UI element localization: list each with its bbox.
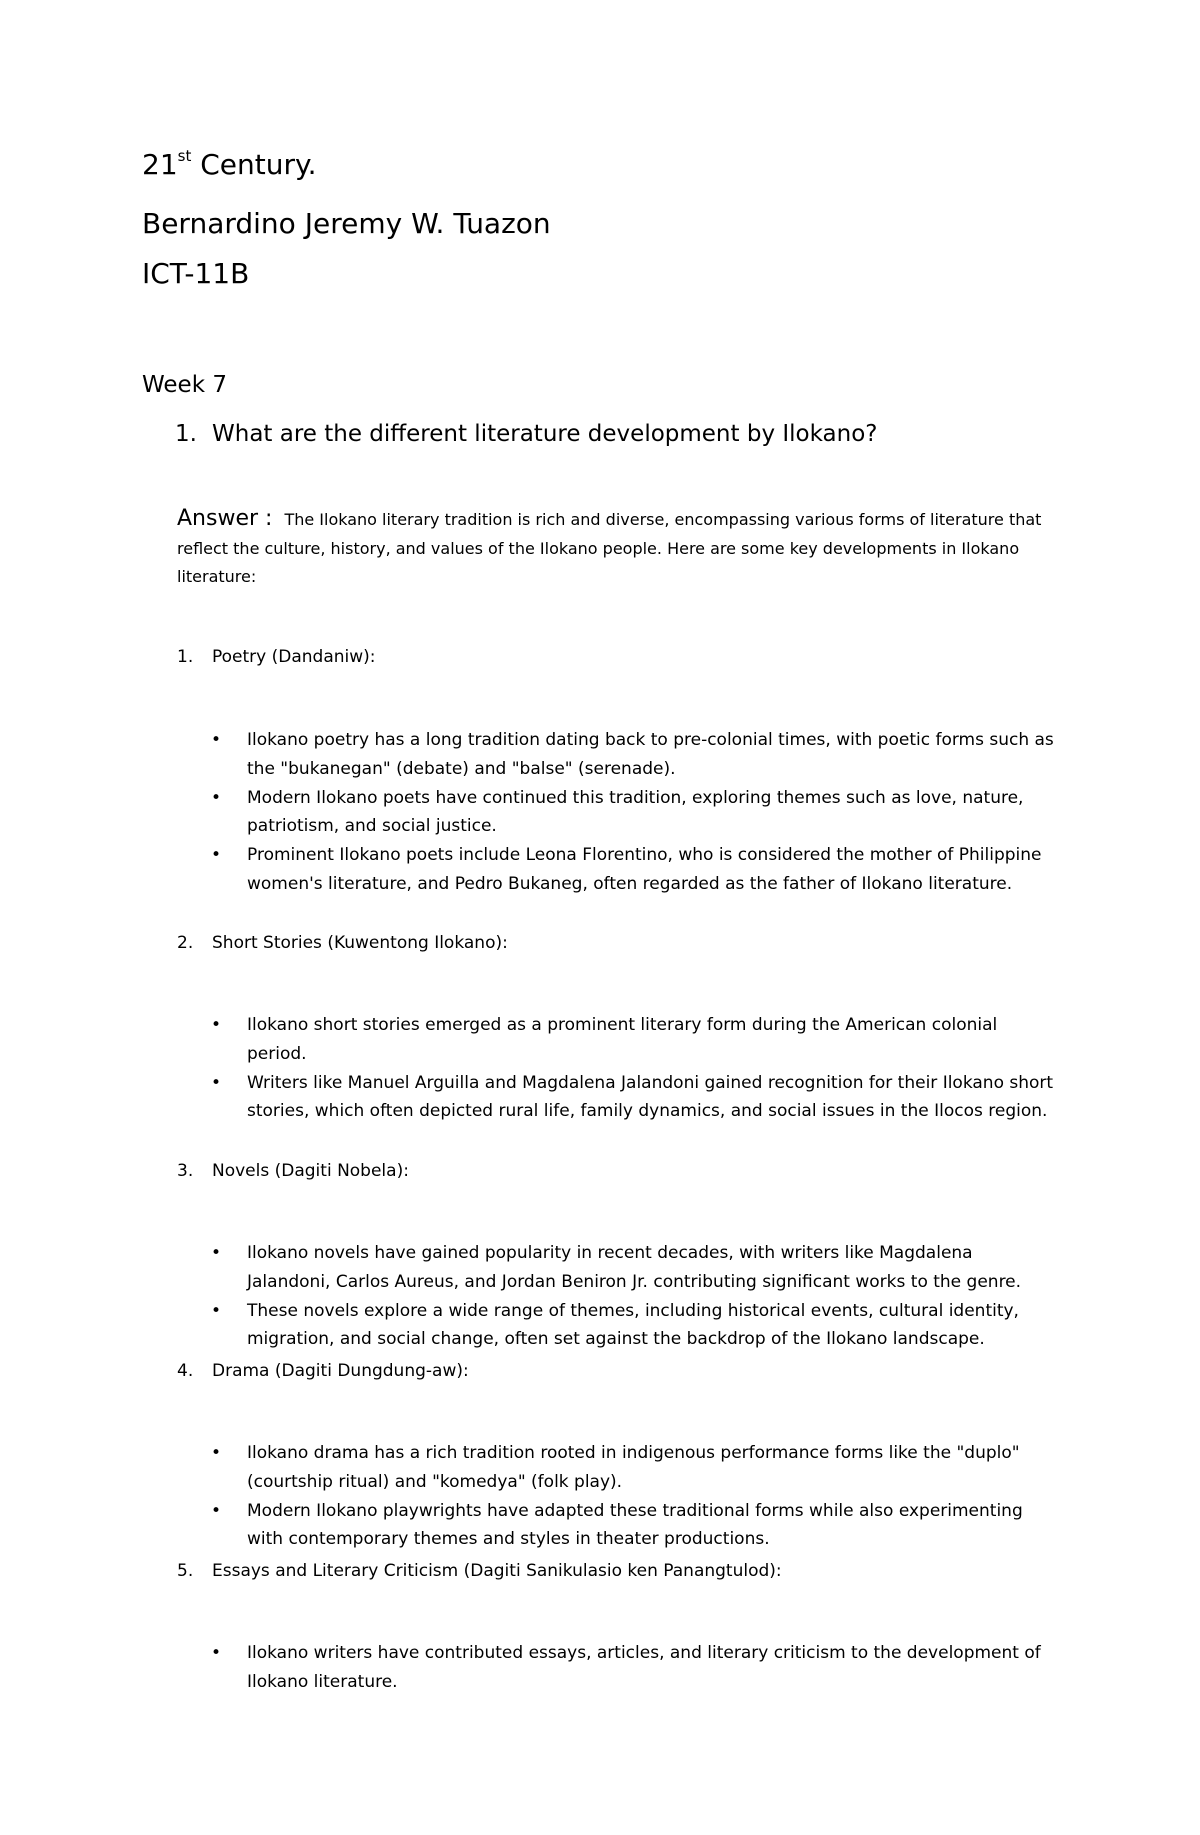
bullet-list-drama xyxy=(211,1439,1061,1554)
list-item: • Modern Ilokano playwrights have adapted these traditional forms while also experimenting with contemporary themes and styles in theater productions. xyxy=(211,1497,1061,1555)
course-title-number: 21 xyxy=(142,148,178,181)
bullet-list-poetry xyxy=(211,726,1061,899)
week-label: Week 7 xyxy=(142,372,227,398)
section-heading-short-stories xyxy=(177,929,508,958)
list-item: • Writers like Manuel Arguilla and Magdalena Jalandoni gained recognition for their Ilokano short stories, which often depicted rural life, family dynamics, and social issues in the Ilocos region. xyxy=(211,1069,1061,1127)
bullet-list-novels xyxy=(211,1239,1061,1354)
question-number: 1. xyxy=(175,421,197,447)
answer-label: Answer : xyxy=(177,506,273,531)
list-item: • Modern Ilokano poets have continued this tradition, exploring themes such as love, nature, patriotism, and social justice. xyxy=(211,784,1061,842)
list-item: • Ilokano writers have contributed essays, articles, and literary criticism to the development of Ilokano literature. xyxy=(211,1639,1061,1697)
answer-intro: The Ilokano literary tradition is rich and diverse, encompassing various forms of literature that reflect the culture, history, and values of the Ilokano people. Here are some key developments in Ilokano literature: xyxy=(177,510,1042,586)
section-title: Short Stories (Kuwentong Ilokano): xyxy=(212,933,508,953)
section-heading-essays xyxy=(177,1557,782,1586)
section-title: Essays and Literary Criticism (Dagiti Sanikulasio ken Panangtulod): xyxy=(212,1561,782,1581)
course-title xyxy=(142,148,316,182)
course-title-text: Century. xyxy=(191,148,317,181)
class-section: ICT-11B xyxy=(142,257,250,290)
question-text: What are the different literature development by Ilokano? xyxy=(212,421,878,447)
section-heading-poetry xyxy=(177,643,376,672)
list-item: • These novels explore a wide range of themes, including historical events, cultural identity, migration, and social change, often set against the backdrop of the Ilokano landscape. xyxy=(211,1297,1061,1355)
section-title: Drama (Dagiti Dungdung-aw): xyxy=(212,1361,469,1381)
list-item: • Ilokano drama has a rich tradition rooted in indigenous performance forms like the "duplo" (courtship ritual) and "komedya" (folk play). xyxy=(211,1439,1061,1497)
section-title: Novels (Dagiti Nobela): xyxy=(212,1161,409,1181)
student-name: Bernardino Jeremy W. Tuazon xyxy=(142,207,551,240)
section-heading-drama xyxy=(177,1357,469,1386)
section-number: 4. xyxy=(177,1361,194,1381)
list-item: • Prominent Ilokano poets include Leona Florentino, who is considered the mother of Philippine women's literature, and Pedro Bukaneg, often regarded as the father of Ilokano literature. xyxy=(211,841,1061,899)
section-heading-novels xyxy=(177,1157,409,1186)
bullet-list-short-stories xyxy=(211,1011,1061,1126)
answer-paragraph xyxy=(177,505,1072,592)
list-item: • Ilokano novels have gained popularity in recent decades, with writers like Magdalena Jalandoni, Carlos Aureus, and Jordan Beniron Jr. contributing significant works to the genre. xyxy=(211,1239,1061,1297)
list-item: • Ilokano poetry has a long tradition dating back to pre-colonial times, with poetic forms such as the "bukanegan" (debate) and "balse" (serenade). xyxy=(211,726,1061,784)
section-number: 5. xyxy=(177,1561,194,1581)
course-title-superscript: st xyxy=(177,147,192,165)
section-number: 2. xyxy=(177,933,194,953)
list-item: • Ilokano short stories emerged as a prominent literary form during the American colonial period. xyxy=(211,1011,1061,1069)
section-number: 1. xyxy=(177,647,194,667)
section-title: Poetry (Dandaniw): xyxy=(212,647,376,667)
bullet-list-essays xyxy=(211,1639,1061,1697)
section-number: 3. xyxy=(177,1161,194,1181)
